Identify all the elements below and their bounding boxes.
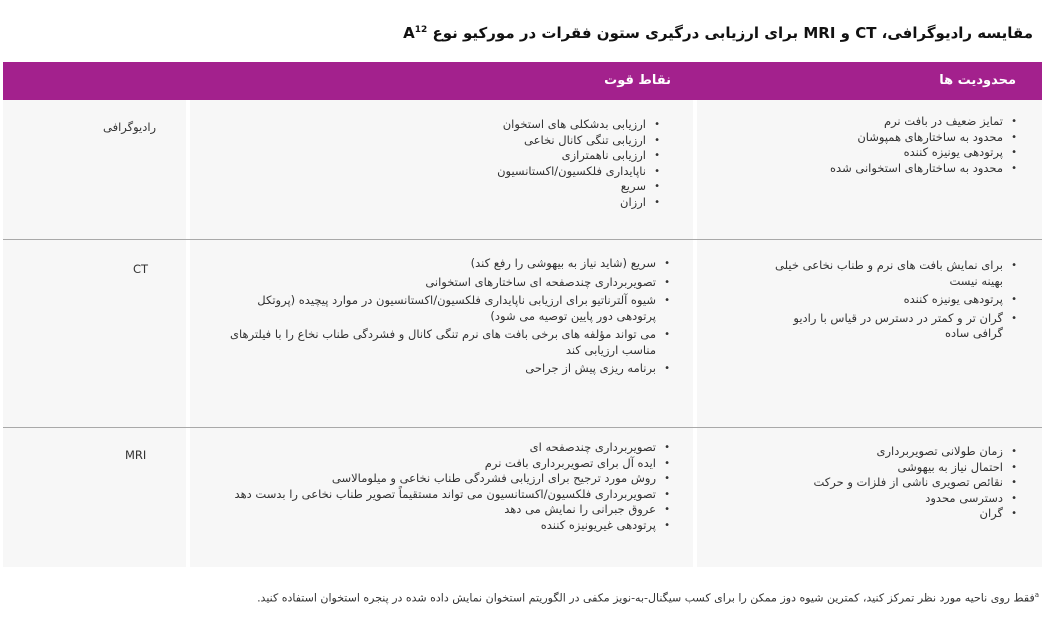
strengths-list-ct	[217, 256, 672, 380]
header-strengths: نقاط قوت	[604, 73, 671, 88]
list-item: • نقائص تصویری ناشی از فلزات و حرکت	[719, 475, 1019, 491]
list-item: • عروق جبرانی را نمایش می دهد	[202, 502, 672, 518]
list-item: • گران تر و کمتر در دسترس در قیاس با رادیو گرافی ساده	[764, 311, 1019, 342]
list-item: • پرتودهی یونیزه کننده	[719, 145, 1019, 161]
limitations-list-radiography	[719, 114, 1019, 176]
list-item: • روش مورد ترجیح برای ارزیابی فشردگی طناب نخاعی و میلومالاسی	[202, 471, 672, 487]
row-label-ct: CT	[133, 262, 149, 276]
list-item: • تصویربرداری چندصفحه ای	[202, 440, 672, 456]
list-item: • می تواند مؤلفه های برخی بافت های نرم تنگی کانال و فشردگی طناب نخاع را با فیلترهای مناسب ارزیابی کند	[217, 327, 672, 358]
limitations-list-ct	[764, 258, 1019, 345]
limitations-list-mri	[719, 444, 1019, 522]
table-title	[10, 24, 1033, 42]
list-item: • زمان طولانی تصویربرداری	[719, 444, 1019, 460]
strengths-list-radiography	[222, 117, 662, 210]
list-item: • ارزیابی بدشکلی های استخوان	[222, 117, 662, 133]
table-row-radiography	[3, 100, 1042, 240]
list-item: • پرتودهی غیریونیزه کننده	[202, 518, 672, 534]
list-item: • تمایز ضعیف در بافت نرم	[719, 114, 1019, 130]
list-item: • تصویربرداری فلکسیون/اکستانسیون می تواند مستقیماً تصویر طناب نخاعی را بدست دهد	[202, 487, 672, 503]
list-item: • دسترسی محدود	[719, 491, 1019, 507]
list-item: • برنامه ریزی پیش از جراحی	[217, 361, 672, 377]
title-text: مقایسه رادیوگرافی، CT و MRI برای ارزیابی درگیری ستون فقرات در موركيو نوع A	[403, 24, 1033, 42]
list-item: • محدود به ساختارهای همپوشان	[719, 130, 1019, 146]
table-header	[3, 62, 1042, 100]
header-limitations: محدودیت ها	[939, 73, 1016, 88]
comparison-table	[3, 62, 1042, 567]
table-row-ct	[3, 240, 1042, 428]
list-item: • ارزیابی تنگی کانال نخاعی	[222, 133, 662, 149]
table-row-mri	[3, 428, 1042, 567]
list-item: • برای نمایش بافت های نرم و طناب نخاعی خیلی بهینه نیست	[764, 258, 1019, 289]
footnote-text: فقط روی ناحیه مورد نظر تمرکز کنید، کمترین شیوه دوز ممکن را برای کسب سیگنال-به-نویز مکفی در الگوریتم استخوان نمایش داده شده در پنجره استخوان استفاده کنید.	[257, 591, 1035, 605]
list-item: • احتمال نیاز به بیهوشی	[719, 460, 1019, 476]
footnote	[10, 591, 1039, 605]
list-item: • شیوه آلترناتیو برای ارزیابی ناپایداری فلکسیون/اکستانسیون در موارد پیچیده (پروتکل پرتودهی دور پایین توصیه می شود)	[217, 293, 672, 324]
footnote-marker: a	[1034, 591, 1039, 599]
strengths-list-mri	[202, 440, 672, 533]
row-label-radiography: رادیوگرافی	[103, 120, 157, 134]
list-item: • محدود به ساختارهای استخوانی شده	[719, 161, 1019, 177]
list-item: • سریع (شاید نیاز به بیهوشی را رفع کند)	[217, 256, 672, 272]
title-superscript: 12	[414, 25, 428, 35]
list-item: • ارزان	[222, 195, 662, 211]
list-item: • ارزیابی ناهمترازی	[222, 148, 662, 164]
list-item: • سریع	[222, 179, 662, 195]
list-item: • گران	[719, 506, 1019, 522]
list-item: • پرتودهی یونیزه کننده	[764, 292, 1019, 308]
list-item: • تصویربرداری چندصفحه ای ساختارهای استخوانی	[217, 275, 672, 291]
list-item: • ناپایداری فلکسیون/اکستانسیون	[222, 164, 662, 180]
list-item: • ایده آل برای تصویربرداری بافت نرم	[202, 456, 672, 472]
row-label-mri: MRI	[125, 448, 147, 462]
